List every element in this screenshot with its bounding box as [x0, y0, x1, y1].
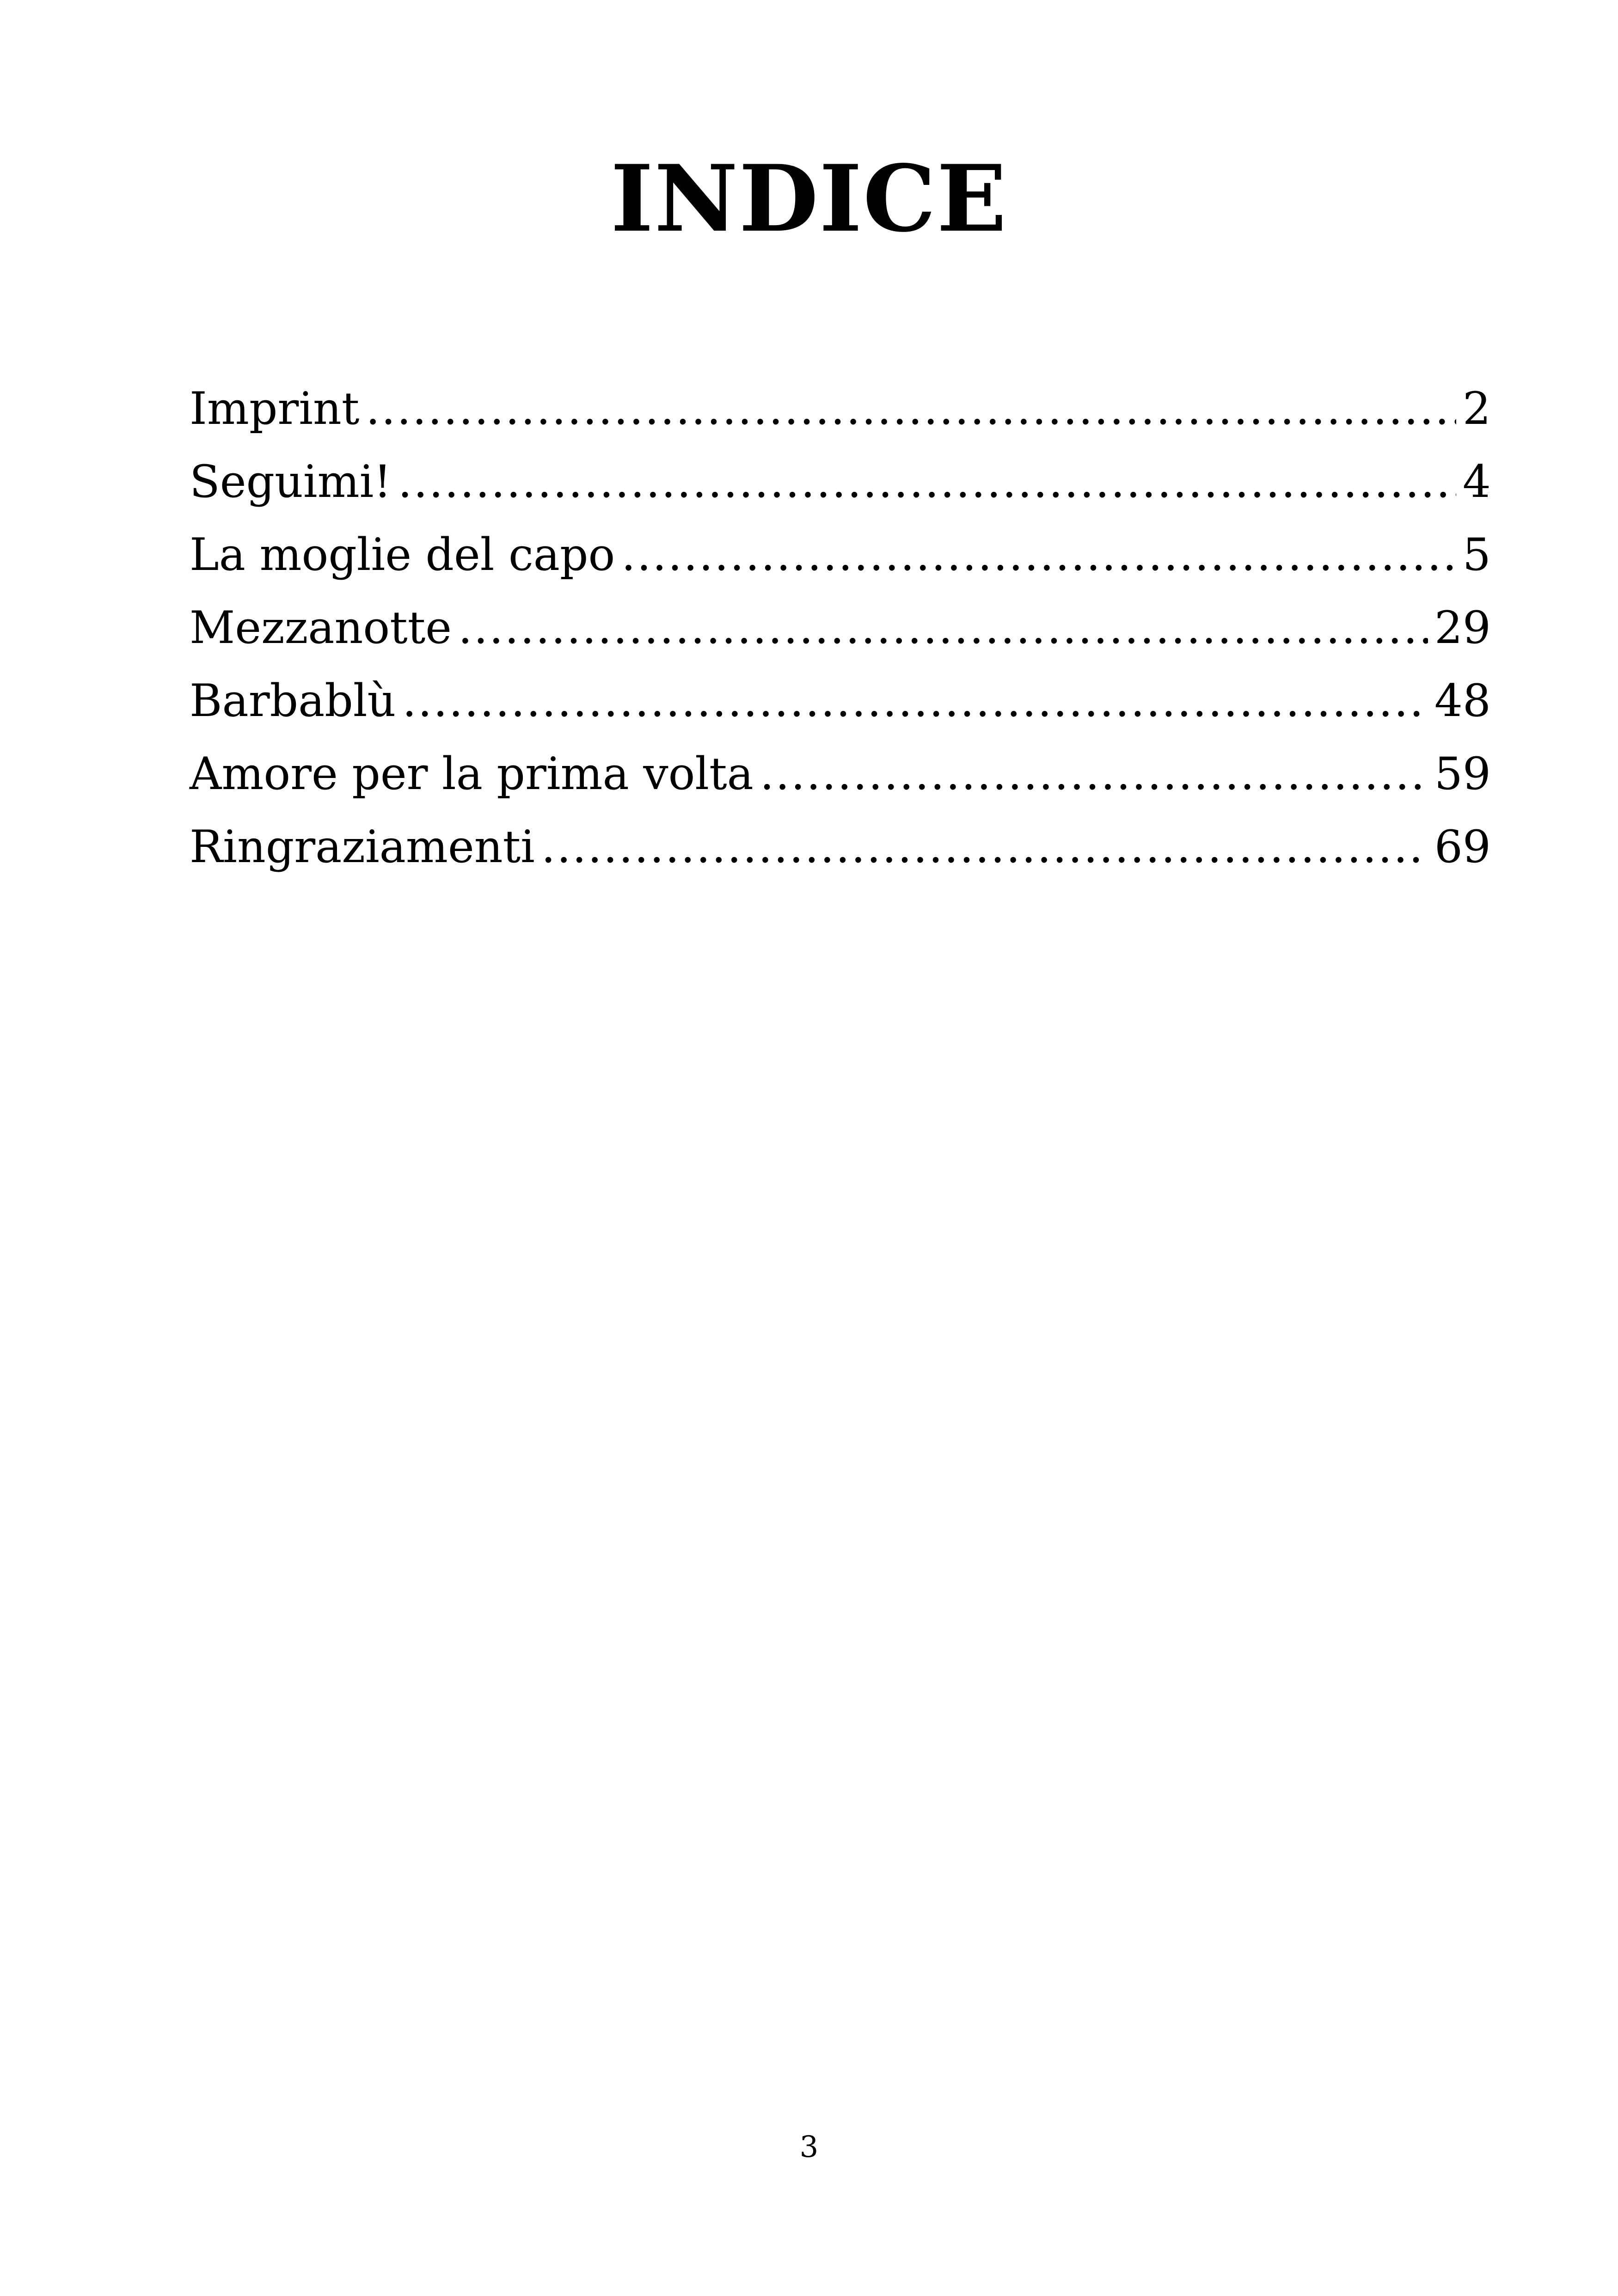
toc-dot-leader: [458, 591, 1428, 664]
toc-entry[interactable]: [190, 810, 1491, 883]
toc-entry-page: 69: [1434, 821, 1491, 873]
toc-entry[interactable]: [190, 372, 1491, 445]
toc-entry-page: 2: [1462, 383, 1491, 435]
toc-entry-page: 5: [1462, 529, 1491, 581]
toc-dot-leader: [760, 737, 1428, 810]
toc-entry[interactable]: [190, 445, 1491, 518]
toc-entry[interactable]: [190, 737, 1491, 810]
toc-entry-title: Ringraziamenti: [190, 821, 535, 873]
toc-dot-leader: [402, 664, 1428, 737]
toc-entry[interactable]: [190, 664, 1491, 737]
page-title: INDICE: [610, 145, 1008, 252]
toc-entry-page: 29: [1434, 602, 1491, 654]
toc-entry-title: La moglie del capo: [190, 529, 615, 581]
table-of-contents: [190, 372, 1491, 883]
toc-dot-leader: [398, 445, 1456, 518]
toc-entry-title: Mezzanotte: [190, 602, 452, 654]
toc-dot-leader: [621, 518, 1456, 591]
toc-dot-leader: [541, 810, 1428, 883]
toc-entry-title: Barbablù: [190, 675, 396, 727]
toc-entry-page: 59: [1434, 748, 1491, 800]
toc-entry-page: 48: [1434, 675, 1491, 727]
toc-entry[interactable]: [190, 518, 1491, 591]
toc-entry-page: 4: [1462, 456, 1491, 508]
toc-entry[interactable]: [190, 591, 1491, 664]
toc-entry-title: Seguimi!: [190, 456, 392, 508]
toc-dot-leader: [366, 372, 1456, 445]
toc-entry-title: Amore per la prima volta: [190, 748, 754, 800]
page-number: 3: [799, 2130, 819, 2164]
toc-entry-title: Imprint: [190, 383, 360, 435]
